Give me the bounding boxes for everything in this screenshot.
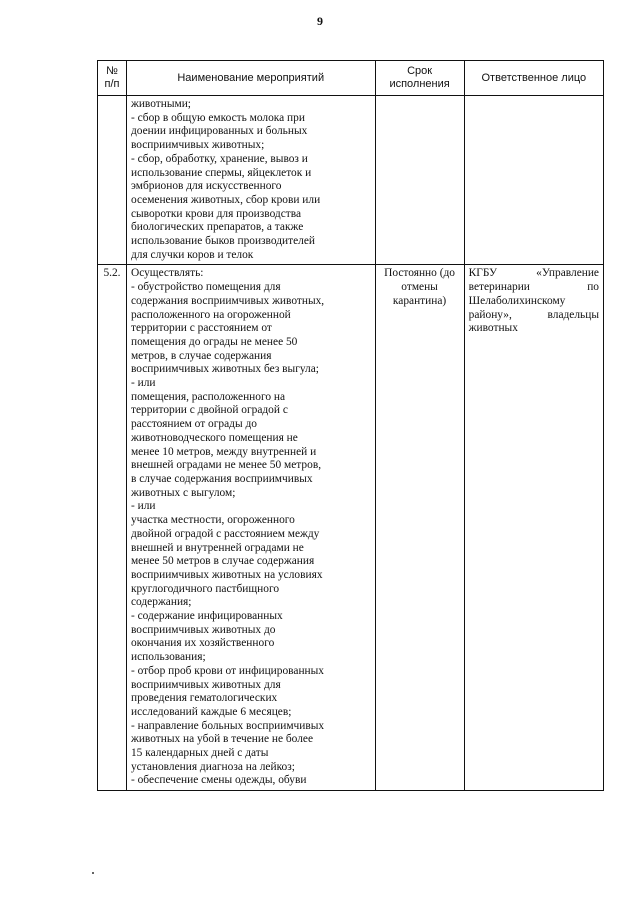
row2-line: животных с выгулом;: [130, 486, 236, 499]
row2-line: содержания;: [130, 596, 192, 609]
row2-line: помещения до ограды не менее 50: [130, 335, 298, 348]
row2-line: восприимчивых животных для: [130, 678, 281, 691]
row1-line: сыворотки крови для производства: [130, 207, 302, 220]
header-term: Срок исполнения: [375, 61, 464, 96]
row1-num: [98, 96, 127, 265]
row2-term: Постоянно (до отмены карантина): [375, 265, 464, 791]
row2-line: двойной оградой с расстоянием между: [130, 527, 320, 540]
table-header-row: [98, 61, 604, 96]
row2-line: метров, в случае содержания: [130, 349, 272, 362]
row1-line: доении инфицированных и больных: [130, 125, 308, 138]
row2-line: животных на убой в течение не более: [130, 733, 314, 746]
page-number: 9: [317, 14, 323, 28]
row2-line: менее 10 метров, между внутренней и: [130, 445, 317, 458]
row2-line: - или: [130, 500, 156, 513]
header-name: Наименование мероприятий: [126, 61, 375, 96]
row2-line: животноводческого помещения не: [130, 431, 298, 444]
row1-line: - сбор, обработку, хранение, вывоз и: [130, 152, 308, 165]
row1-line: для случки коров и телок: [130, 248, 254, 261]
row1-line: использование спермы, яйцеклеток и: [130, 166, 312, 179]
row2-line: внешней и внутренней оградами не: [130, 541, 304, 554]
row2-line: проведения гематологических: [130, 692, 278, 705]
row2-line: Осуществлять:: [130, 267, 204, 280]
row2-line: в случае содержания восприимчивых: [130, 472, 313, 485]
row2-line: - обеспечение смены одежды, обуви: [130, 774, 307, 787]
row2-line: установления диагноза на лейкоз;: [130, 760, 295, 773]
row1-line: эмбрионов для искусственного: [130, 180, 282, 193]
row2-line: содержания восприимчивых животных,: [130, 294, 325, 307]
row2-line: восприимчивых животных без выгула;: [130, 363, 319, 376]
row2-line: 15 календарных дней с даты: [130, 747, 269, 760]
row2-line: - или: [130, 377, 156, 390]
row1-line: биологических препаратов, а также: [130, 221, 304, 234]
table-row: [98, 96, 604, 265]
measures-table: [97, 60, 604, 791]
scan-speck: [92, 872, 94, 874]
row1-line: - сбор в общую емкость молока при: [130, 111, 305, 124]
row2-line: восприимчивых животных на условиях: [130, 568, 323, 581]
row2-line: менее 50 метров в случае содержания: [130, 555, 315, 568]
row2-line: использования;: [130, 651, 206, 664]
row2-line: - обустройство помещения для: [130, 281, 281, 294]
row1-responsible: [464, 96, 603, 265]
row2-line: - содержание инфицированных: [130, 610, 283, 623]
row2-line: помещения, расположенного на: [130, 390, 286, 403]
row2-line: внешней оградами не менее 50 метров,: [130, 459, 322, 472]
row1-line: осеменения животных, сбор крови или: [130, 193, 321, 206]
row2-line: территории с двойной оградой с: [130, 404, 288, 417]
row2-line: территории с расстоянием от: [130, 322, 272, 335]
row2-line: восприимчивых животных до: [130, 623, 276, 636]
row2-line: окончания их хозяйственного: [130, 637, 275, 650]
row2-line: круглогодичного пастбищного: [130, 582, 280, 595]
row1-line: животными;: [130, 98, 191, 110]
row2-line: расстоянием от ограды до: [130, 418, 257, 431]
row2-line: - направление больных восприимчивых: [130, 719, 325, 732]
row2-name: [126, 265, 375, 791]
header-num: № п/п: [98, 61, 127, 96]
row1-name: [126, 96, 375, 265]
row1-term: [375, 96, 464, 265]
row2-num: 5.2.: [98, 265, 127, 791]
table-row: [98, 265, 604, 791]
row2-line: расположенного на огороженной: [130, 308, 291, 321]
row1-line: использование быков производителей: [130, 235, 315, 248]
row1-line: восприимчивых животных;: [130, 139, 265, 152]
row2-line: - отбор проб крови от инфицированных: [130, 664, 324, 677]
row2-line: участка местности, огороженного: [130, 514, 295, 527]
row2-line: исследований каждые 6 месяцев;: [130, 705, 292, 718]
header-responsible: Ответственное лицо: [464, 61, 603, 96]
row2-responsible: КГБУ «Управление ветеринарии по Шелаболихинскому району», владельцы животных: [464, 265, 603, 791]
